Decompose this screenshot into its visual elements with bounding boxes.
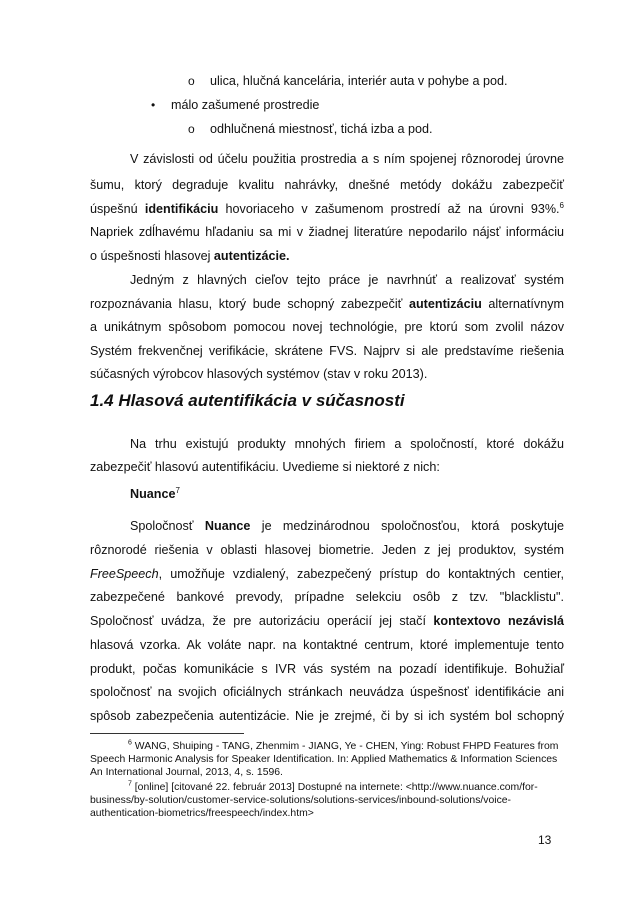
paragraph-line: spôsob zabezpečenia autentizácie. Nie je zrejmé, či by si ich systém bol schopný [90, 709, 564, 723]
paragraph-line: Jedným z hlavných cieľov tejto práce je navrhnúť a realizovať systém [130, 273, 564, 287]
footnote-ref: 7 [175, 485, 180, 495]
paragraph-line: rôznorodé riešenia v oblasti hlasovej biometrie. Jeden z jej produktov, systém [90, 543, 564, 557]
paragraph-line: V závislosti od účelu použitia prostredia a s ním spojenej rôznorodej úrovne [130, 152, 564, 166]
sub-bullet-marker: o [188, 122, 195, 136]
bold-term: Nuance [204, 519, 251, 533]
paragraph-line: FreeSpeech, umožňuje vzdialený, zabezpečený prístup do kontaktných centier, [90, 567, 564, 581]
footnote-ref: 6 [559, 200, 564, 210]
bold-term: autentizáciu [408, 297, 482, 311]
paragraph-line: produkt, počas komunikácie s IVR vás systém na pozadí identifikuje. Bohužiaľ [90, 662, 564, 676]
paragraph-line: zabezpečiť hlasovú autentifikáciu. Uvedieme si niektoré z nich: [90, 460, 440, 474]
paragraph-line: o úspešnosti hlasovej autentizácie. [90, 249, 290, 263]
footnote-7: $^7$ [online] [citované 22. február 2013] Dostupné na internete: <http://www.nuance.com/for-business/by-solution/customer-service-solutions/solutions-services/inbound-solutions/voice-authentication-biometrics/freespeech/index.htm> [90, 780, 538, 819]
footnote-divider [90, 733, 244, 734]
paragraph-line: hlasová vzorka. Ak voláte napr. na kontaktné centrum, ktoré implementuje tento [90, 638, 564, 652]
paragraph-line: Na trhu existujú produkty mnohých firiem a spoločností, ktoré dokážu [130, 437, 564, 451]
main-bullet-marker: • [151, 98, 156, 112]
bold-term: autentizácie. [213, 249, 290, 263]
section-heading: 1.4 Hlasová autentifikácia v súčasnosti [90, 391, 405, 410]
paragraph-line: Spoločnosť uvádza, že pre autorizáciu operácií jej stačí kontextovo nezávislá [90, 614, 564, 628]
paragraph-line: úspešnú identifikáciu hovoriaceho v zašumenom prostredí až na úrovni 93%.$^6$ [90, 200, 564, 216]
paragraph-line: Napriek zdĺhavému hľadaniu sa mi v žiadnej literatúre nepodarilo nájsť informáciu [90, 225, 564, 239]
bullet-item-noisy-environments: ulica, hlučná kancelária, interiér auta v pohybe a pod. [210, 74, 508, 88]
page-number: 13 [538, 833, 552, 847]
bullet-item-low-noise: málo zašumené prostredie [171, 98, 320, 112]
paragraph-line: súčasných výrobcov hlasových systémov (stav v roku 2013). [90, 367, 428, 381]
subheading-nuance: Nuance$^7$ [130, 485, 180, 501]
bullet-item-quiet-room: odhlučnená miestnosť, tichá izba a pod. [210, 122, 433, 136]
paragraph-line: spoločnosť na svojich oficiálnych stránkach neuvádza úspešnosť identifikácie ani [90, 685, 564, 699]
paragraph-line: Spoločnosť Nuance je medzinárodnou spoločnosťou, ktorá poskytuje [130, 519, 564, 533]
paragraph-line: zabezpečené bankové prevody, prípadne selekciu osôb z tzv. "blacklistu". [90, 590, 564, 604]
paragraph-line: šumu, ktorý degraduje kvalitu nahrávky, dnešné metódy dokážu zabezpečiť [90, 178, 564, 192]
footnote-6: $^6$ WANG, Shuiping - TANG, Zhenmim - JIANG, Ye - CHEN, Ying: Robust FHPD Features from Speech Harmonic Analysis for Speaker Identification. In: Applied Mathematics & Information Sciences An International Journal, 2013, 4, s. 1596. [90, 739, 559, 778]
sub-bullet-marker: o [188, 74, 195, 88]
paragraph-line: Systém frekvenčnej verifikácie, skrátene FVS. Najprv si ale predstavíme riešenia [90, 344, 564, 358]
paragraph-line: a unikátnym spôsobom pomocou novej technológie, pre ktorú som zvolil názov [90, 320, 564, 334]
italic-term: FreeSpeech [90, 567, 159, 581]
bold-term: kontextovo nezávislá [433, 614, 564, 628]
paragraph-line: rozpoznávania hlasu, ktorý bude schopný zabezpečiť autentizáciu alternatívnym [90, 297, 564, 311]
bold-term: identifikáciu [144, 202, 219, 216]
